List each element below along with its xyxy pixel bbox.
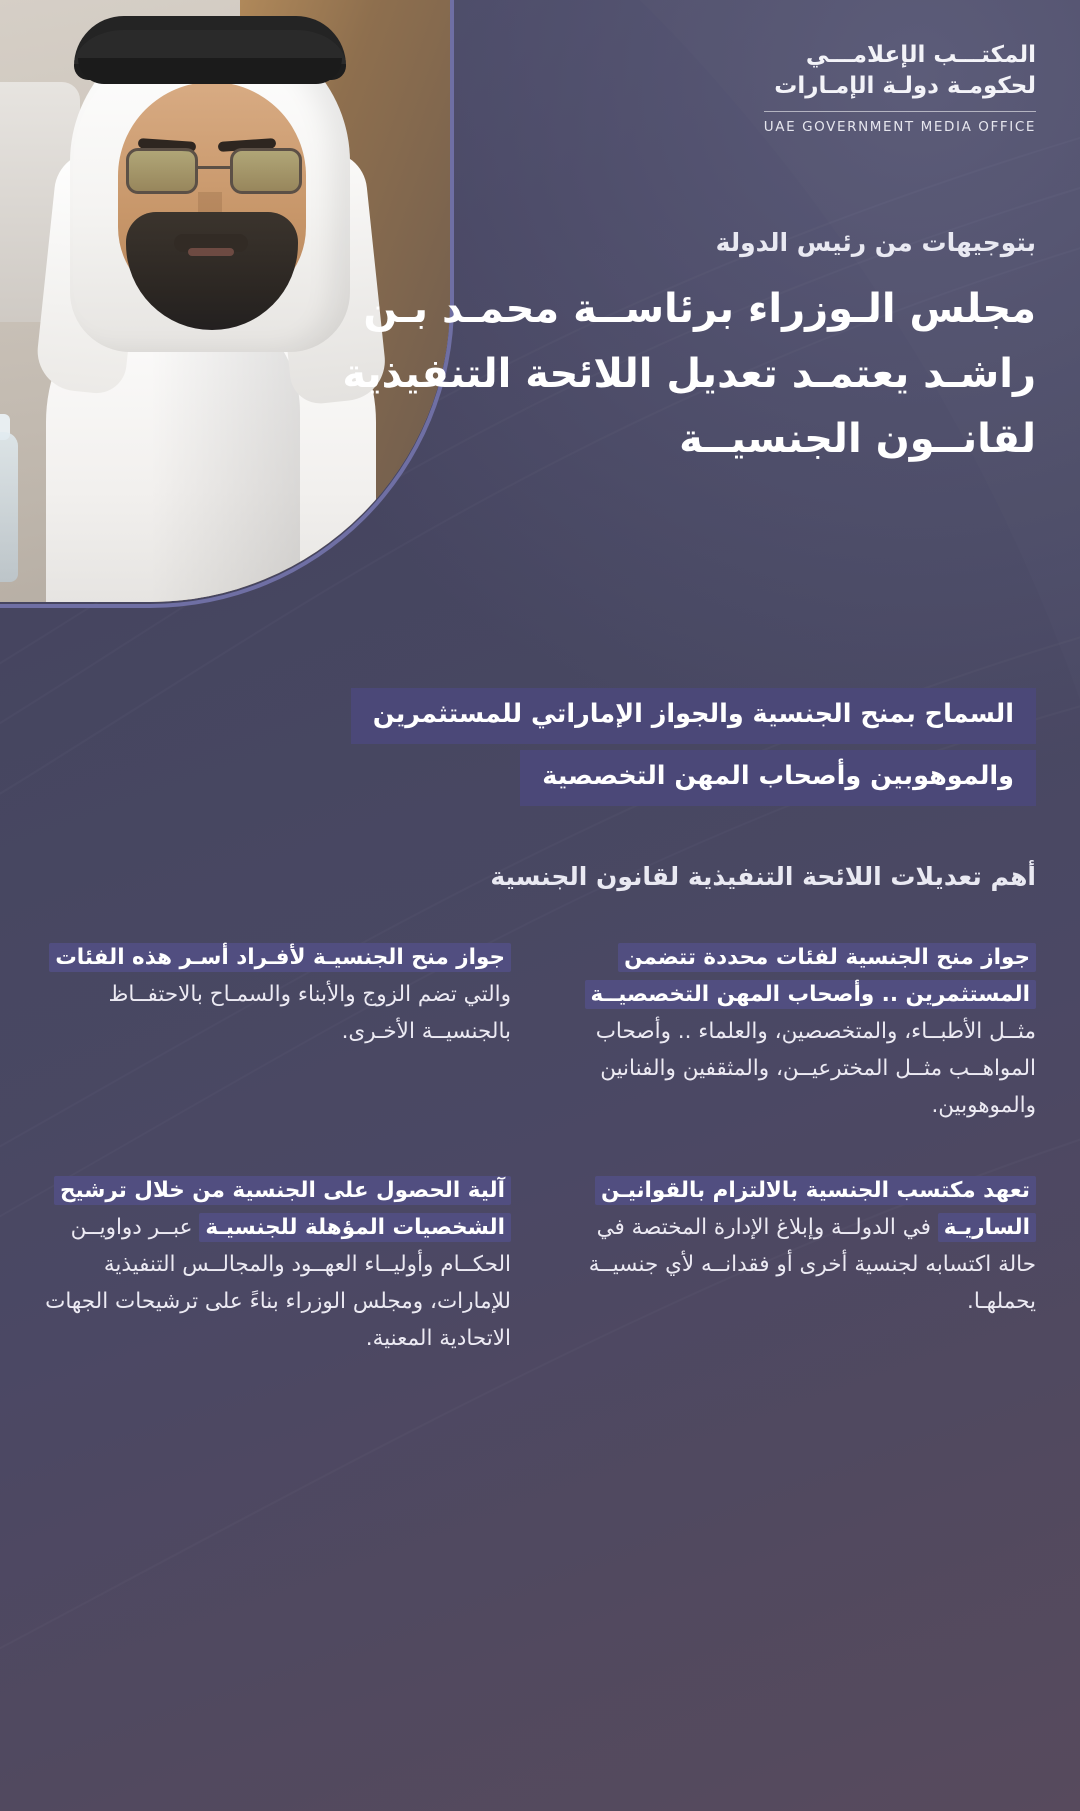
subtitle-banner xyxy=(44,688,1036,812)
logo-arabic-line-1: المكتـــب الإعلامـــي xyxy=(805,42,1036,68)
banner-line-1: السماح بمنح الجنسية والجواز الإماراتي للمستثمرين xyxy=(351,688,1036,744)
card-categories-text: مثــل الأطبــاء، والمتخصصين، والعلماء .. وأصحاب المواهــب مثــل المخترعيــن، والمثقفين والفنانين والموهوبين. xyxy=(595,1018,1036,1118)
card-mechanism xyxy=(44,1173,511,1358)
amendments-grid xyxy=(44,940,1036,1358)
section-title: أهم تعديلات اللائحة التنفيذية لقانون الجنسية xyxy=(490,862,1036,891)
logo-arabic-line-2: لحكومـة دولـة الإمـارات xyxy=(774,73,1036,100)
card-categories xyxy=(569,940,1036,1125)
card-families-highlight: جواز منح الجنسيـة لأفـراد أسـر هذه الفئات xyxy=(49,943,511,972)
card-categories-highlight: جواز منح الجنسية لفئات محددة تتضمن المستثمرين .. وأصحاب المهن التخصصيــة xyxy=(585,943,1036,1009)
card-commitment-text: في الدولــة وإبلاغ الإدارة المختصة في حالة اكتسابه لجنسية أخرى أو فقدانــه لأي جنسيــة يحملهـا. xyxy=(588,1214,1036,1314)
card-commitment xyxy=(569,1173,1036,1358)
logo-english-line: UAE GOVERNMENT MEDIA OFFICE xyxy=(763,119,1036,136)
card-families-text: والتي تضم الزوج والأبناء والسمـاح بالاحتفــاظ بالجنسيــة الأخـرى. xyxy=(108,981,511,1044)
uae-government-media-office-logo xyxy=(764,40,1036,135)
logo-divider xyxy=(764,111,1036,112)
card-mechanism-highlight: آلية الحصول على الجنسية من خلال ترشيح الشخصيات المؤهلة للجنسيـة xyxy=(54,1176,511,1242)
card-mechanism-text: عبــر دواويــن الحكــام وأوليــاء العهــود والمجالــس التنفيذية للإمارات، ومجلس الوزراء بناءً على ترشيحات الجهات الاتحادية المعنية. xyxy=(45,1214,511,1351)
hero-section xyxy=(0,0,1080,660)
headline-eyebrow: بتوجيهات من رئيس الدولة xyxy=(715,228,1036,257)
headline-block xyxy=(336,228,1036,471)
card-families xyxy=(44,940,511,1125)
banner-line-2: والموهوبين وأصحاب المهن التخصصية xyxy=(520,750,1036,806)
card-commitment-highlight: تعهد مكتسب الجنسية بالالتزام بالقوانيـن الساريـة xyxy=(595,1176,1036,1242)
page-title: مجلس الـوزراء برئاســة محمـد بـن راشـد يعتمـد تعديل اللائحة التنفيذية لقانــون الجنسيــة xyxy=(342,286,1036,462)
